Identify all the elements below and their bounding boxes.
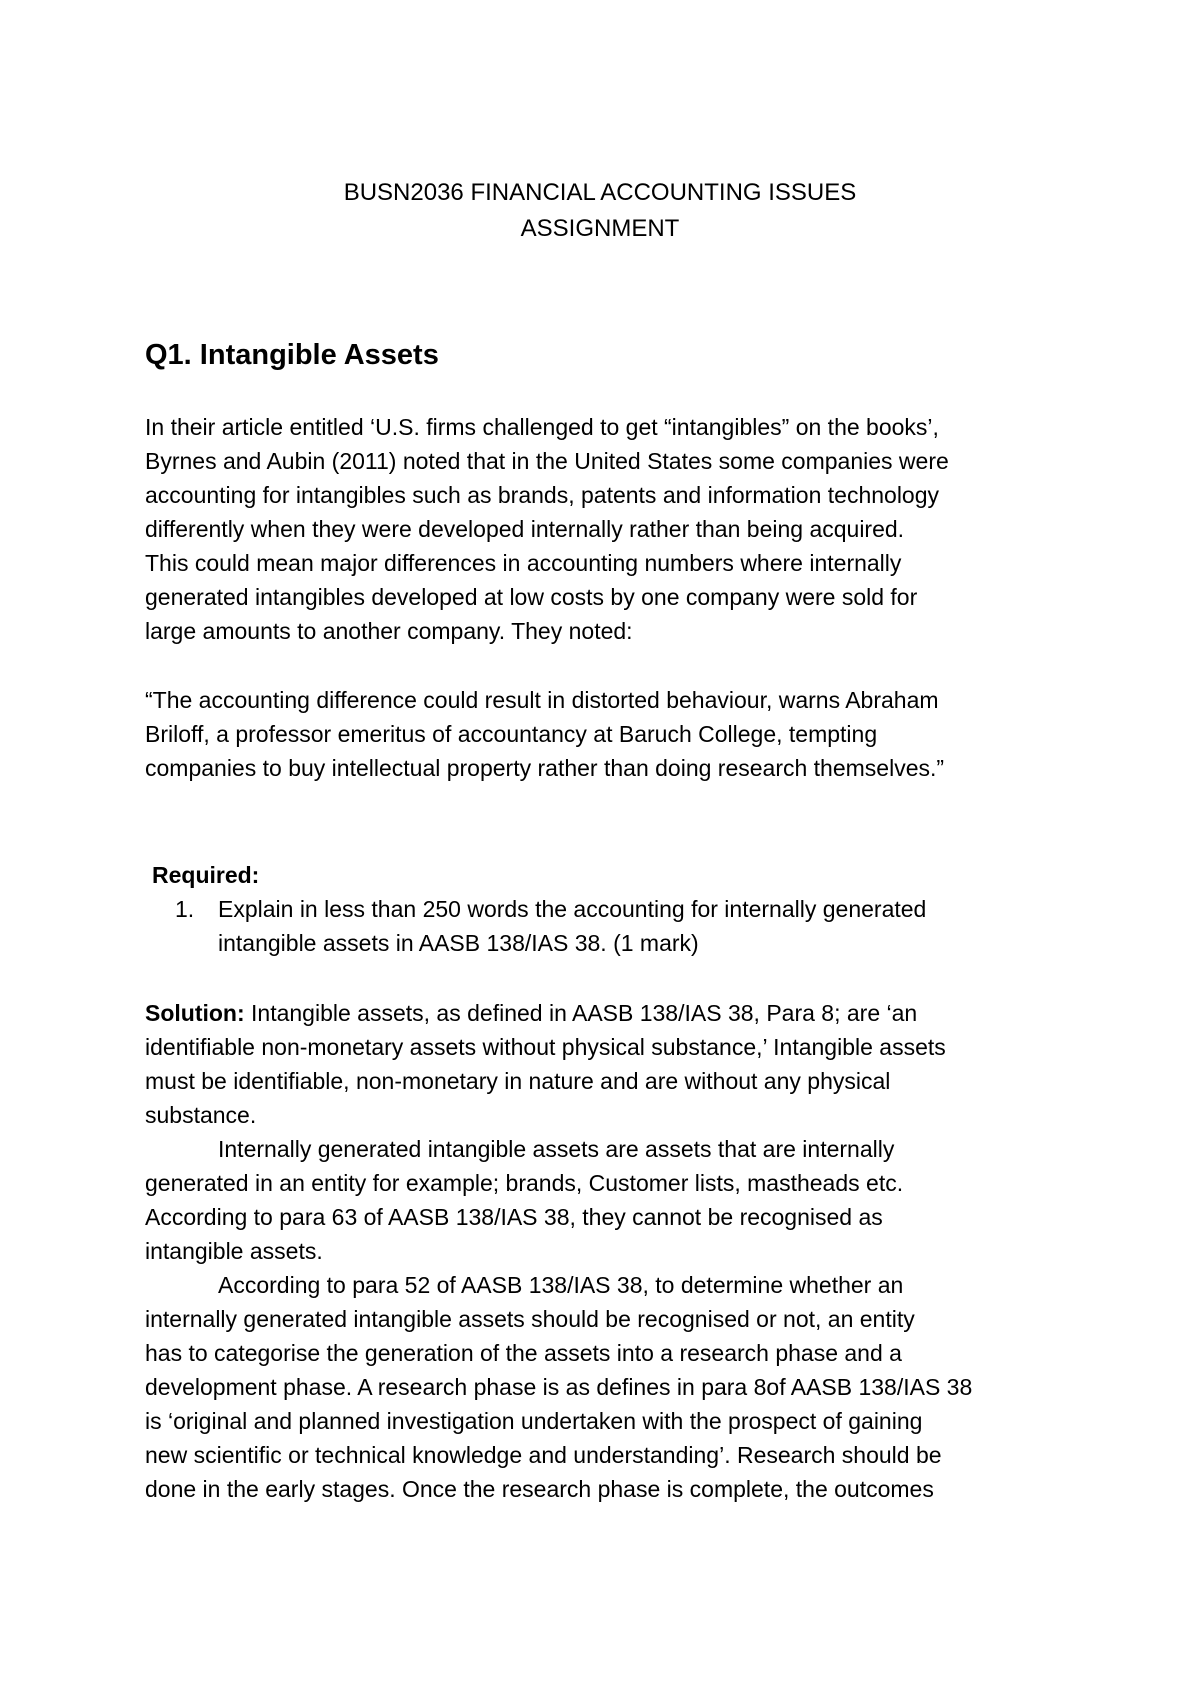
- solution-line: substance.: [145, 1102, 257, 1128]
- solution-line: done in the early stages. Once the research phase is complete, the outcomes: [145, 1476, 934, 1502]
- solution-label: Solution:: [145, 1000, 245, 1026]
- question-heading: Q1. Intangible Assets: [145, 339, 439, 371]
- list-number: 1.: [175, 896, 195, 922]
- solution-first-line-text: Intangible assets, as defined in AASB 138/IAS 38, Para 8; are ‘an: [244, 1000, 918, 1026]
- required-label: Required:: [152, 862, 260, 888]
- quote-line: “The accounting difference could result in distorted behaviour, warns Abraham: [145, 687, 939, 713]
- solution-line: According to para 63 of AASB 138/IAS 38, they cannot be recognised as: [145, 1204, 883, 1230]
- solution-line: Internally generated intangible assets are assets that are internally: [218, 1136, 895, 1162]
- required-item-line: Explain in less than 250 words the accounting for internally generated: [218, 896, 927, 922]
- intro-line: accounting for intangibles such as brands, patents and information technology: [145, 482, 940, 508]
- required-item-line: intangible assets in AASB 138/IAS 38. (1 mark): [218, 930, 699, 956]
- intro-line: Byrnes and Aubin (2011) noted that in the United States some companies were: [145, 448, 949, 474]
- intro-line: large amounts to another company. They noted:: [145, 618, 633, 644]
- solution-line: According to para 52 of AASB 138/IAS 38, to determine whether an: [218, 1272, 904, 1298]
- solution-line: has to categorise the generation of the assets into a research phase and a: [145, 1340, 902, 1366]
- solution-line: generated in an entity for example; brands, Customer lists, mastheads etc.: [145, 1170, 904, 1196]
- solution-line: must be identifiable, non-monetary in nature and are without any physical: [145, 1068, 891, 1094]
- solution-line: internally generated intangible assets should be recognised or not, an entity: [145, 1306, 915, 1332]
- solution-line: new scientific or technical knowledge and understanding’. Research should be: [145, 1442, 942, 1468]
- quote-line: companies to buy intellectual property rather than doing research themselves.”: [145, 755, 945, 781]
- intro-line: In their article entitled ‘U.S. firms challenged to get “intangibles” on the books’,: [145, 414, 939, 440]
- solution-line: intangible assets.: [145, 1238, 323, 1264]
- document-subtitle: ASSIGNMENT: [520, 215, 680, 242]
- intro-line: This could mean major differences in accounting numbers where internally: [145, 550, 902, 576]
- document-title: BUSN2036 FINANCIAL ACCOUNTING ISSUES: [343, 179, 857, 206]
- quote-line: Briloff, a professor emeritus of accountancy at Baruch College, tempting: [145, 721, 878, 747]
- solution-line: is ‘original and planned investigation undertaken with the prospect of gaining: [145, 1408, 923, 1434]
- solution-first-line: [145, 996, 1085, 1030]
- solution-line: identifiable non-monetary assets without physical substance,’ Intangible assets: [145, 1034, 946, 1060]
- intro-line: generated intangibles developed at low costs by one company were sold for: [145, 584, 918, 610]
- intro-line: differently when they were developed internally rather than being acquired.: [145, 516, 905, 542]
- solution-line: development phase. A research phase is as defines in para 8of AASB 138/IAS 38: [145, 1374, 973, 1400]
